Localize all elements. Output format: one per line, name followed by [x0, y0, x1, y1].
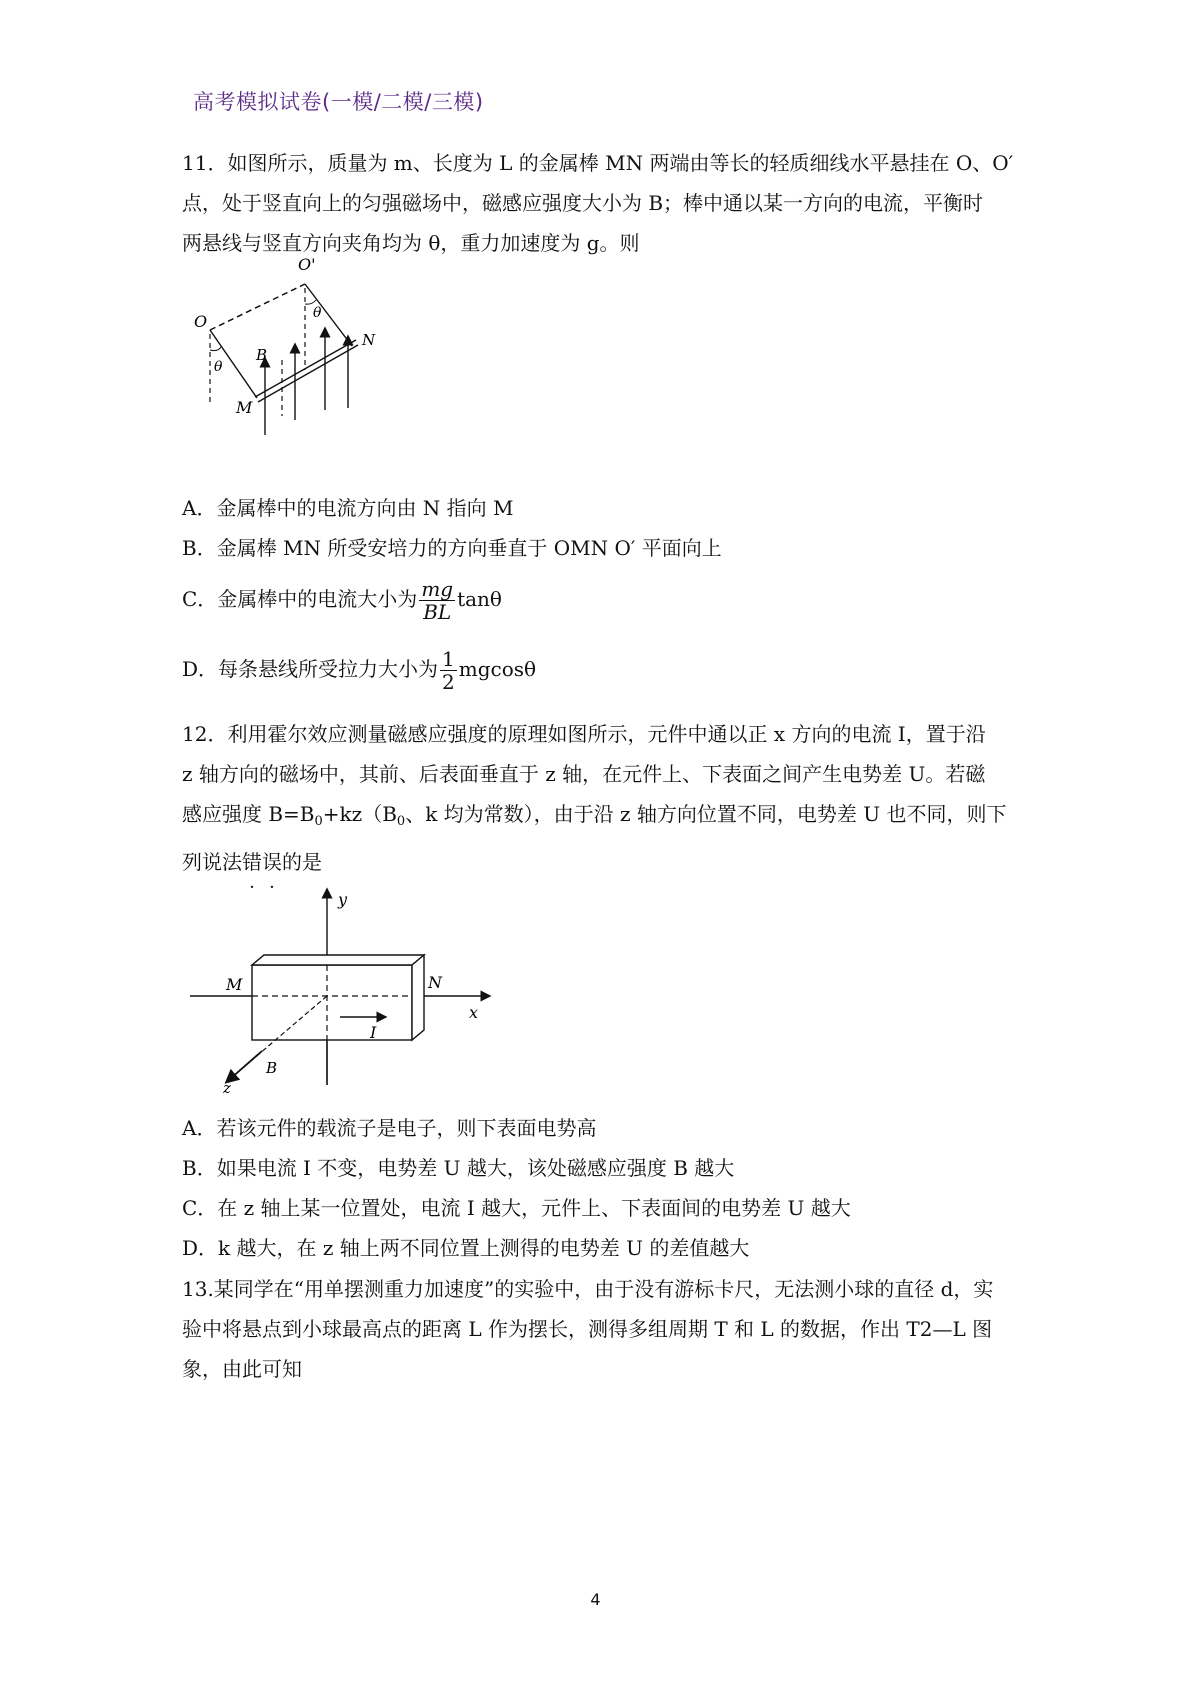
q11-option-a: A．金属棒中的电流方向由 N 指向 M — [182, 496, 514, 520]
q13-line-1: 13.某同学在“用单摆测重力加速度”的实验中，由于没有游标卡尺，无法测小球的直径 d，实 — [182, 1277, 994, 1301]
q12-line-4-b: 的是 — [282, 850, 322, 874]
label-n: N — [362, 331, 376, 349]
q11-option-c-text: C．金属棒中的电流大小为 — [182, 587, 418, 611]
q11-option-d-fraction — [440, 648, 457, 693]
q12-line-3 — [182, 794, 1022, 842]
q11-option-c — [182, 578, 502, 623]
q11-line-2: 点，处于竖直向上的匀强磁场中，磁感应强度大小为 B；棒中通以某一方向的电流，平衡时 — [182, 191, 984, 215]
q11-option-b: B．金属棒 MN 所受安培力的方向垂直于 OMN O′ 平面向上 — [182, 536, 722, 560]
q11-stem — [182, 143, 1022, 263]
q11-line-1: 11．如图所示，质量为 m、长度为 L 的金属棒 MN 两端由等长的轻质细线水平悬挂在 O、O′ — [182, 151, 1014, 175]
fraction-denominator: BL — [423, 600, 452, 624]
q12-line-4 — [182, 842, 1022, 882]
q11-option-d-tail: mgcosθ — [458, 657, 537, 681]
emphasis-char: 误 — [262, 850, 282, 874]
q11-option-d — [182, 648, 536, 693]
q12-option-a: A．若该元件的载流子是电子，则下表面电势高 — [182, 1116, 597, 1140]
label-z: z — [223, 1079, 231, 1097]
label-x: x — [469, 1003, 479, 1022]
label-theta-2: θ — [313, 305, 322, 321]
q11-option-d-text: D．每条悬线所受拉力大小为 — [182, 657, 439, 681]
label-o-prime: O' — [298, 255, 316, 274]
q12-figure — [190, 885, 490, 1095]
label-theta-1: θ — [214, 359, 223, 375]
page-header: 高考模拟试卷(一模/二模/三模) — [193, 90, 484, 114]
q12-line-3-c: 、k 均为常数），由于沿 z 轴方向位置不同，电势差 U 也不同，则下 — [405, 802, 1007, 826]
q12-line-2: z 轴方向的磁场中，其前、后表面垂直于 z 轴，在元件上、下表面之间产生电势差 U。若磁 — [182, 762, 986, 786]
subscript: 0 — [396, 814, 406, 829]
q12-line-3-a: 感应强度 B=B — [182, 802, 315, 826]
q12-line-1: 12．利用霍尔效应测量磁感应强度的原理如图所示，元件中通以正 x 方向的电流 I，置于沿 — [182, 722, 986, 746]
label-m: M — [236, 398, 253, 417]
q12-option-b: B．如果电流 I 不变，电势差 U 越大，该处磁感应强度 B 越大 — [182, 1156, 735, 1180]
q12-option-c: C．在 z 轴上某一位置处，电流 I 越大，元件上、下表面间的电势差 U 越大 — [182, 1196, 851, 1220]
q12-option-d: D．k 越大，在 z 轴上两不同位置上测得的电势差 U 的差值越大 — [182, 1236, 750, 1260]
q11-option-c-fraction — [419, 578, 455, 623]
emphasis-char: 错 — [242, 850, 262, 874]
page-number: 4 — [590, 1590, 601, 1609]
q12-line-3-b: +kz（B — [322, 802, 397, 826]
q12-line-4-a: 列说法 — [182, 850, 242, 874]
q12-stem — [182, 714, 1022, 882]
label-b: B — [256, 346, 268, 364]
label-i: I — [370, 1023, 377, 1042]
label-b: B — [266, 1059, 278, 1077]
q11-option-c-tail: tanθ — [457, 587, 502, 611]
label-n: N — [428, 973, 442, 992]
fraction-numerator: 1 — [442, 647, 455, 671]
q13-stem — [182, 1269, 1022, 1389]
q11-figure — [194, 255, 400, 470]
label-y: y — [338, 890, 348, 909]
q13-line-3: 象，由此可知 — [182, 1357, 302, 1381]
fraction-numerator: mg — [421, 577, 454, 601]
q13-line-2: 验中将悬点到小球最高点的距离 L 作为摆长，测得多组周期 T 和 L 的数据，作出 T2—L 图 — [182, 1317, 993, 1341]
subscript: 0 — [314, 814, 323, 829]
fraction-denominator: 2 — [442, 670, 455, 694]
label-m: M — [226, 975, 243, 994]
label-o: O — [194, 312, 208, 331]
q11-line-3: 两悬线与竖直方向夹角均为 θ，重力加速度为 g。则 — [182, 231, 640, 255]
